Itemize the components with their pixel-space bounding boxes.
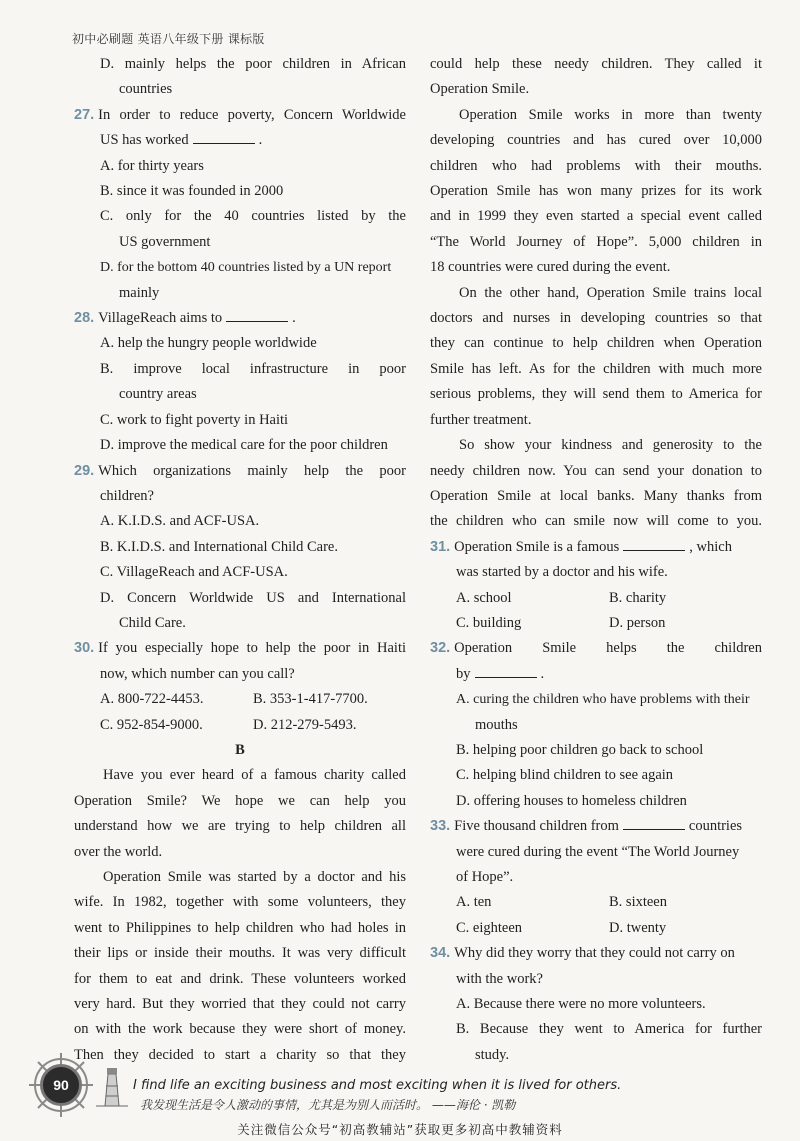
q31-option-a: A. school: [456, 589, 512, 606]
page-header: 初中必刷题 英语八年级下册 课标版: [72, 32, 265, 46]
q31-stem: 31. Operation Smile is a famous , which: [430, 538, 732, 555]
q34-option-a: A. Because there were no more volunteers.: [456, 996, 706, 1013]
q27-option-d: D. for the bottom 40 countries listed by a UN report: [100, 260, 392, 276]
answer-blank: [623, 817, 685, 830]
q30-stem: 30. If you especially hope to help the poor in Haiti: [74, 640, 406, 657]
q29-stem: 29. Which organizations mainly help the poor: [74, 462, 406, 479]
q27-option-c-cont: US government: [119, 233, 211, 250]
q28-option-b: B. improve local infrastructure in poor: [100, 360, 406, 377]
answer-blank: [623, 538, 685, 551]
q27-option-d-cont: mainly: [119, 284, 160, 301]
q29-stem-cont: children?: [100, 487, 154, 504]
q30-option-c: C. 952-854-9000.: [100, 716, 203, 733]
q26-option-d: D. mainly helps the poor children in African: [100, 56, 406, 72]
q30-option-d: D. 212-279-5493.: [253, 716, 357, 733]
q31-option-c: C. building: [456, 614, 522, 631]
footer-quote-english: I find life an exciting business and most exciting when it is lived for others.: [133, 1078, 622, 1093]
q30-options-cd: [74, 713, 406, 738]
q32-option-b: B. helping poor children go back to school: [456, 741, 704, 758]
q32-stem: 32. Operation Smile helps the children: [430, 640, 762, 657]
q29-option-b: B. K.I.D.S. and International Child Care.: [100, 538, 338, 555]
q27-stem: 27. In order to reduce poverty, Concern Worldwide: [74, 106, 406, 123]
q32-option-d: D. offering houses to homeless children: [456, 792, 687, 809]
q33-options-ab: [430, 890, 762, 915]
q31-option-d: D. person: [609, 614, 666, 631]
q34-number: 34.: [430, 945, 451, 962]
q31-option-b: B. charity: [609, 589, 667, 606]
footer-note: 关注微信公众号“初高教辅站”获取更多初高中教辅资料: [237, 1122, 563, 1137]
passage-b-paragraph-3: Operation Smile works in more than twenty developing countries and has cured over 10,000 children who had problems with their mouths. Operation Smile has won many prizes for its work and in 1999 they even started a special event called “The World Journey of Hope”. 5,000 children in 18 countries were cured during the event.: [430, 106, 762, 276]
answer-blank: [226, 309, 288, 322]
passage-b-paragraph-4: On the other hand, Operation Smile trains local doctors and nurses in developing countries so that they can continue to help children when Operation Smile has left. As for the children with much more serious problems, they will send them to America for further treatment.: [430, 284, 762, 428]
q28-option-a: A. help the hungry people worldwide: [100, 335, 317, 352]
q28-option-b-cont: country areas: [119, 386, 197, 403]
q30-option-b: B. 353-1-417-7700.: [253, 691, 368, 708]
q33-stem: 33. Five thousand children from countries: [430, 818, 743, 835]
q33-stem-cont2: of Hope”.: [456, 869, 514, 885]
q34-stem: 34. Why did they worry that they could not carry on: [430, 945, 735, 962]
q30-options-ab: [74, 687, 406, 712]
q34-stem-cont: with the work?: [456, 970, 543, 987]
lighthouse-icon: [92, 1062, 132, 1110]
q33-option-a: A. ten: [456, 894, 492, 911]
section-heading: B: [235, 741, 245, 758]
q27-stem-cont: US has worked .: [100, 132, 263, 149]
q33-number: 33.: [430, 818, 451, 835]
q30-option-a: A. 800-722-4453.: [100, 691, 204, 708]
q29-number: 29.: [74, 462, 95, 479]
q33-option-d: D. twenty: [609, 919, 667, 936]
passage-b-paragraph-1: Have you ever heard of a famous charity called Operation Smile? We hope we can help you understand how we are trying to help children all over the world.: [74, 767, 406, 860]
q26-option-d-cont: countries: [119, 81, 173, 98]
q27-option-a: A. for thirty years: [100, 157, 204, 174]
passage-b-paragraph-5: So show your kindness and generosity to the needy children now. You can send your donation to Operation Smile at local banks. Many thanks from the children who can smile now will come to you.: [430, 437, 762, 530]
q28-option-c: C. work to fight poverty in Haiti: [100, 411, 289, 428]
left-column: [74, 52, 406, 1068]
q33-option-b: B. sixteen: [609, 894, 667, 911]
q32-option-a-cont: mouths: [475, 716, 518, 733]
q27-option-c: C. only for the 40 countries listed by the: [100, 208, 406, 225]
answer-blank: [193, 131, 255, 144]
q32-option-c: C. helping blind children to see again: [456, 767, 674, 784]
q33-options-cd: [430, 916, 762, 941]
q30-stem-cont: now, which number can you call?: [100, 665, 295, 682]
q31-options-cd: [430, 611, 762, 636]
q29-option-d: D. Concern Worldwide US and International: [100, 589, 406, 606]
q31-number: 31.: [430, 538, 451, 555]
q29-option-a: A. K.I.D.S. and ACF-USA.: [100, 513, 260, 530]
right-column: [430, 52, 762, 1068]
passage-b-paragraph-2-end: could help these needy children. They called it Operation Smile.: [430, 56, 762, 98]
q33-stem-cont: were cured during the event “The World Journey: [456, 843, 740, 860]
q31-stem-cont: was started by a doctor and his wife.: [456, 564, 668, 581]
q32-option-a: A. curing the children who have problems with their: [456, 692, 750, 708]
q29-option-c: C. VillageReach and ACF-USA.: [100, 564, 288, 581]
q32-number: 32.: [430, 640, 451, 657]
answer-blank: [475, 665, 537, 678]
q28-stem: 28. VillageReach aims to .: [74, 310, 296, 327]
footer-quote-chinese: 我发现生活是令人激动的事情，尤其是为别人而活时。 ——海伦 · 凯勒: [140, 1098, 516, 1112]
passage-b-paragraph-2: Operation Smile was started by a doctor and his wife. In 1982, together with some volunteers, they went to Philippines to help children who had holes in their lips or inside their mouths. It was very difficult for them to eat and drink. These volunteers worked very hard. But they worried that they could not carry on with the work because they were short of money. Then they decided to start a charity so that they: [74, 869, 406, 1063]
q27-number: 27.: [74, 106, 95, 123]
q29-option-d-cont: Child Care.: [119, 614, 186, 631]
q33-option-c: C. eighteen: [456, 919, 523, 936]
q28-option-d: D. improve the medical care for the poor children: [100, 437, 388, 454]
q34-option-b-cont: study.: [475, 1046, 510, 1063]
q32-stem-cont: by .: [456, 665, 545, 682]
q28-number: 28.: [74, 310, 95, 327]
q30-number: 30.: [74, 640, 95, 657]
q34-option-b: B. Because they went to America for further: [456, 1021, 762, 1038]
page-number: 90: [53, 1077, 69, 1093]
q27-option-b: B. since it was founded in 2000: [100, 183, 284, 200]
q31-options-ab: [430, 586, 762, 611]
